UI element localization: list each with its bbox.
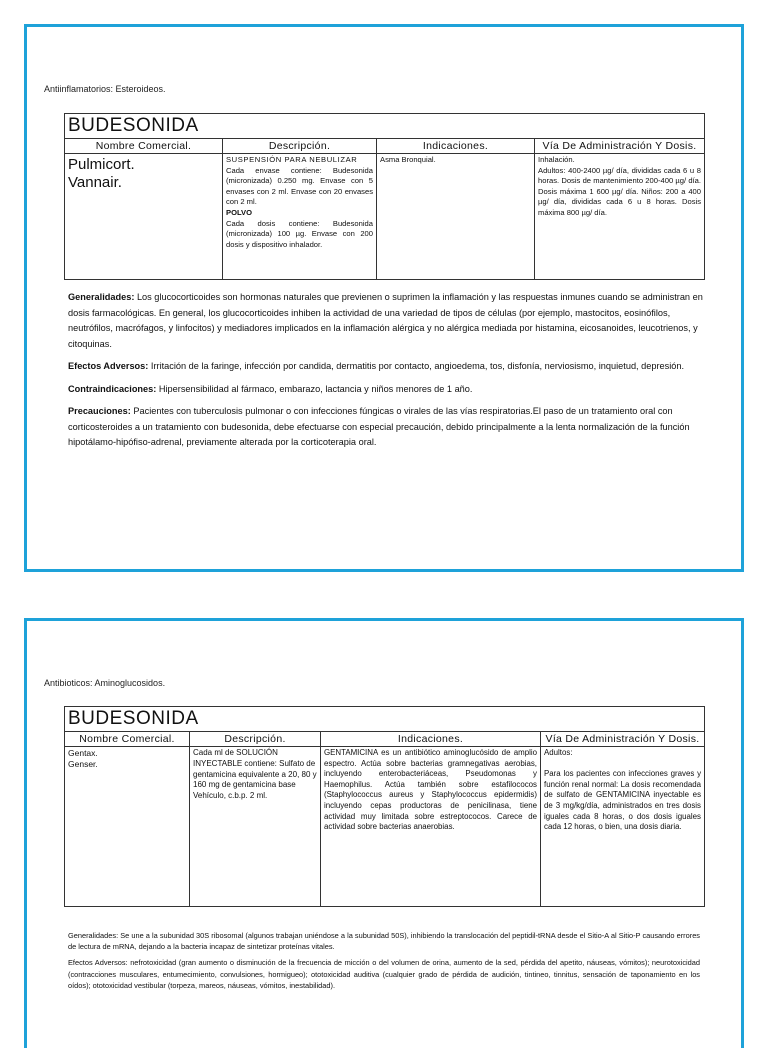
header-via-administracion: Vía De Administración Y Dosis. bbox=[541, 732, 705, 747]
indications-cell: Asma Bronquial. bbox=[377, 154, 535, 280]
description-cell: Cada ml de SOLUCIÓN INYECTABLE contiene: Sulfato de gentamicina equivalente a 20, 80 y 160 mg de gentamicina base Vehículo, c.b.p. 2 ml. bbox=[190, 747, 321, 907]
drug-table bbox=[64, 113, 705, 280]
generalidades-paragraph: Generalidades: Se une a la subunidad 30S ribosomal (algunos trabajan uniéndose a la subunidad 50S), inhibiendo la translocación del peptidil-tRNA desde el Sitio-A al Sitio-P causando errores de lectura de mRNA, dejando a la bacteria incapaz de sintetizar proteínas vitales. bbox=[68, 931, 700, 952]
trade-name: Vannair. bbox=[68, 174, 122, 191]
generalidades-paragraph: Generalidades: Los glucocorticoides son hormonas naturales que previenen o suprimen la inflamación y las respuestas inmunes cuando se administran en dosis farmacológicas. En general, los glucocorticoides inhiben la actividad de una variedad de tipos de células (por ejemplo, mastocitos, eosinófilos, neutrófilos, macrófagos, y linfocitos) y mediadores implicados en la inflamación alérgica y no alérgica mediada por histamina, eicosanoides, leucotrienos, y citoquinas. bbox=[68, 292, 703, 349]
header-indicaciones: Indicaciones. bbox=[321, 732, 541, 747]
drug-table bbox=[64, 706, 705, 907]
description-text: Cada dosis contiene: Budesonida (micronizada) 100 µg. Envase con 200 dosis y dispositivo inhalador. bbox=[226, 218, 373, 249]
contraindicaciones-paragraph: Contraindicaciones: Hipersensibilidad al fármaco, embarazo, lactancia y niños menores de 1 año. bbox=[68, 383, 473, 394]
trade-name: Gentax. bbox=[68, 748, 98, 758]
trade-name: Pulmicort. bbox=[68, 156, 135, 173]
description-cell bbox=[223, 154, 377, 280]
trade-names bbox=[65, 154, 223, 280]
header-nombre-comercial: Nombre Comercial. bbox=[65, 139, 223, 154]
header-nombre-comercial: Nombre Comercial. bbox=[65, 732, 190, 747]
header-via-administracion: Vía De Administración Y Dosis. bbox=[535, 139, 705, 154]
precauciones-paragraph: Precauciones: Pacientes con tuberculosis pulmonar o con infecciones fúngicas o virales de las vías respiratorias.El paso de un tratamiento oral con corticosteroides a un tratamiento con budesonida, debe efectuarse con especial precaución, debido principalmente a la lenta normalización de la función hipotálamo-hipófiso-adrenal, previamente alterada por la corticoterapia oral. bbox=[68, 406, 690, 447]
drug-name: BUDESONIDA bbox=[65, 114, 705, 139]
description-text: Cada envase contiene: Budesonida (micronizada) 0.250 mg. Envase con 5 envases con 2 ml. Envase con 20 envases con 2 ml. bbox=[226, 165, 373, 207]
indications-cell: GENTAMICINA es un antibiótico aminoglucósido de amplio espectro. Actúa sobre bacterias gramnegativas aerobias, incluyendo enterobacteriáceas, Pseudomonas y Haemophilus. Actúa también sobre estafilococos (Staphylococcus aureus y Staphylococcus epidermidis) incluyendo cepas productoras de penicilinasa, tiene actividad muy limitada sobre estreptococos. Carece de actividad sobre bacterias anaerobias. bbox=[321, 747, 541, 907]
header-descripcion: Descripción. bbox=[190, 732, 321, 747]
category-label: Antiinflamatorios: Esteroideos. bbox=[44, 84, 166, 94]
efectos-paragraph: Efectos Adversos: Irritación de la faringe, infección por candida, dermatitis por contacto, angioedema, tos, disfonía, nerviosismo, inquietud, depresión. bbox=[68, 361, 685, 371]
category-label: Antibioticos: Aminoglucosidos. bbox=[44, 678, 166, 688]
efectos-paragraph: Efectos Adversos: nefrotoxicidad (gran aumento o disminución de la frecuencia de micción o del volumen de orina, aumento de la sed, pérdida del apetito, náuseas, vómitos); neurotoxicidad (contracciones musculares, entumecimiento, convulsiones, hormigueo); ototoxicidad auditiva (cualquier grado de pérdida de audición, tintineo, tinnitus, sensación de taponamiento en los oídos); ototoxicidad vestibular (torpeza, mareos, náuseas, vómitos, inestabilidad). bbox=[68, 958, 700, 990]
administration-cell: Inhalación. Adultos: 400-2400 µg/ día, divididas cada 6 u 8 horas. Dosis de mantenimiento 200-400 µg/ día. Dosis máxima 1 600 µg/ día. Niños: 200 a 400 µg/ día, divididas cada 6 u 8 horas. Dosis máxima 800 µg/ día. bbox=[535, 154, 705, 280]
administration-cell: Adultos: Para los pacientes con infecciones graves y función renal normal: La dosis recomendada de sulfato de GENTAMICINA inyectable es de 3 mg/kg/día, administrados en tres dosis iguales cada 8 horas, o dos dosis iguales cada 12 horas, o bien, una dosis diaria. bbox=[541, 747, 705, 907]
trade-names bbox=[65, 747, 190, 907]
trade-name: Genser. bbox=[68, 759, 98, 769]
drug-notes bbox=[68, 930, 700, 996]
drug-name: BUDESONIDA bbox=[65, 707, 705, 732]
description-subtitle: POLVO bbox=[226, 207, 253, 217]
drug-notes bbox=[68, 290, 704, 458]
header-indicaciones: Indicaciones. bbox=[377, 139, 535, 154]
header-descripcion: Descripción. bbox=[223, 139, 377, 154]
description-subtitle: SUSPENSIÓN PARA NEBULIZAR bbox=[226, 155, 358, 164]
